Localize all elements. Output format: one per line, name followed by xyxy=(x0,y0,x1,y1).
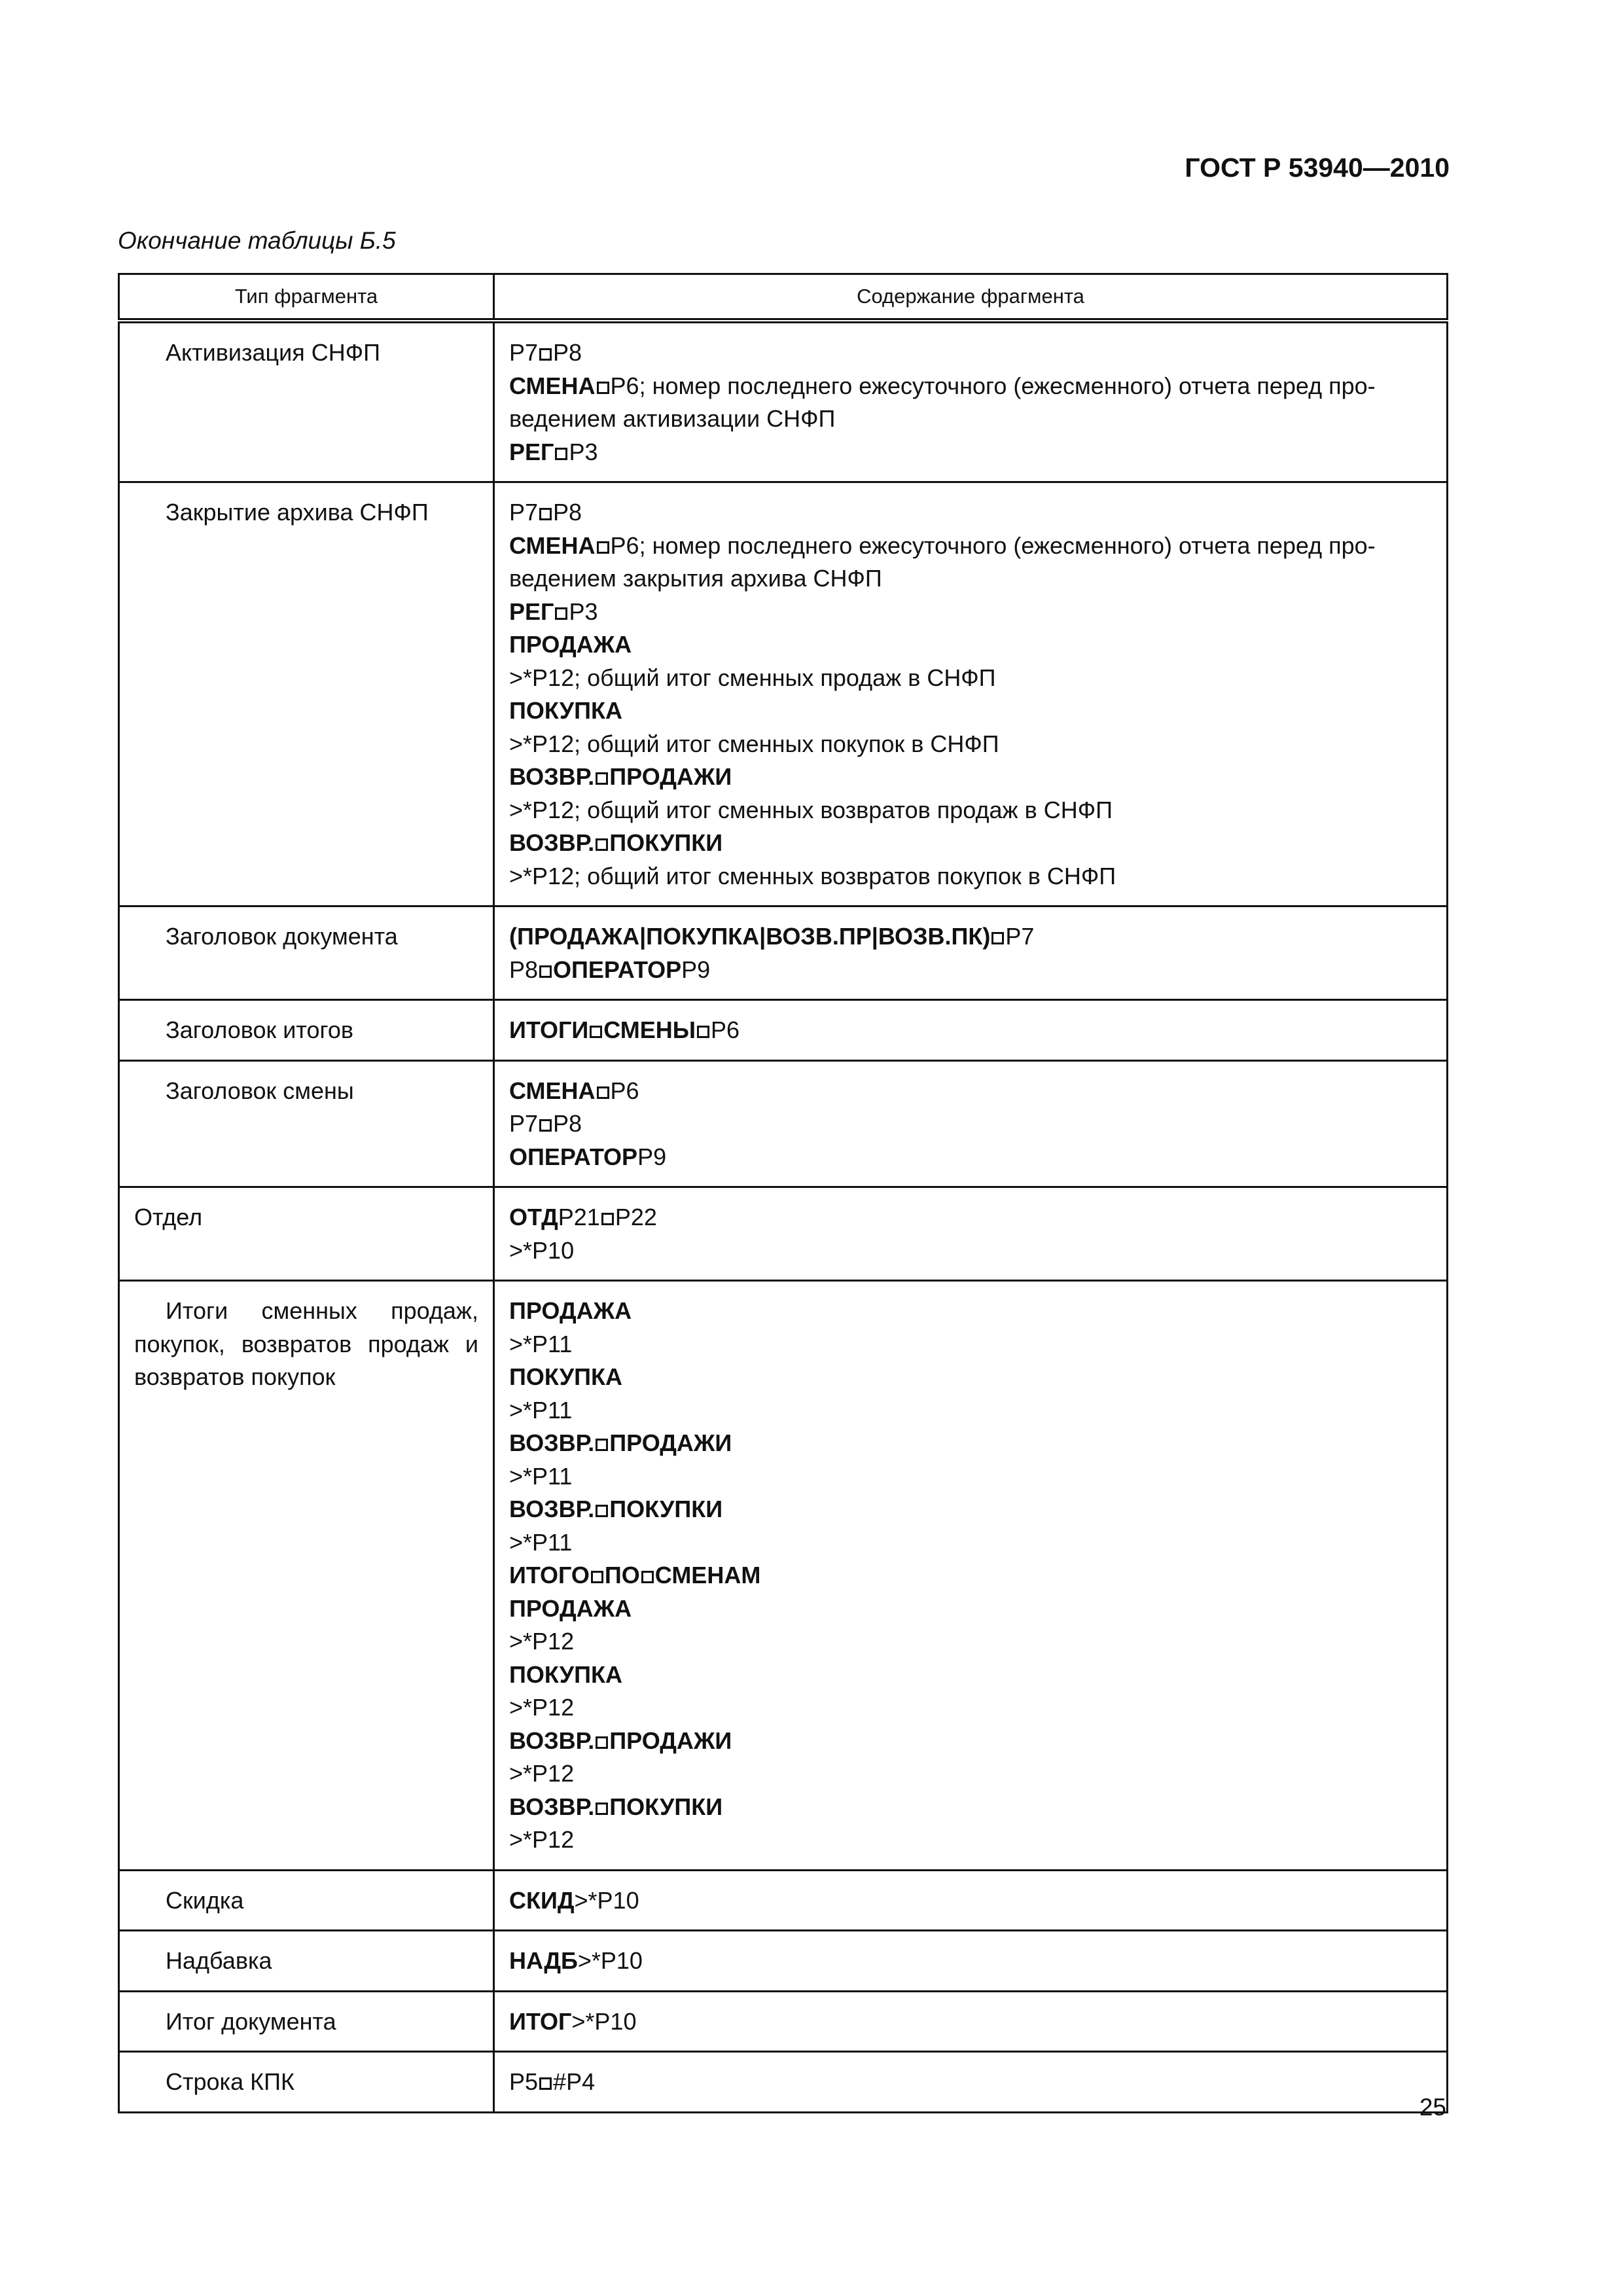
content-text: >*Р10 xyxy=(509,1236,575,1264)
content-text: >*Р11 xyxy=(509,1396,573,1424)
table-row xyxy=(119,1000,1448,1061)
content-text: Р7 xyxy=(509,339,539,366)
content-text: Р3 xyxy=(569,598,598,625)
fragment-type-label: Итоги сменных продаж, покупок, возвратов продаж и возвратов покупок xyxy=(134,1297,478,1390)
content-line xyxy=(509,628,1432,662)
fragment-type-label: Отдел xyxy=(134,1204,203,1230)
content-line xyxy=(509,596,1432,629)
keyword-text: ОПЕРАТОР xyxy=(509,1143,638,1170)
keyword-text: СКИД xyxy=(509,1886,575,1914)
keyword-text: ПОКУПКА xyxy=(509,1363,622,1390)
fragment-content-cell xyxy=(494,1870,1448,1931)
content-line xyxy=(509,1493,1432,1526)
content-text: Р6; номер последнего ежесуточного (ежесменного) отчета перед про- xyxy=(610,372,1376,399)
content-text: >*Р12 xyxy=(509,1628,575,1655)
space-symbol-icon xyxy=(596,1505,608,1517)
content-line xyxy=(509,562,1432,596)
fragment-type-label: Строка КПК xyxy=(166,2068,294,2095)
keyword-text: ОТД xyxy=(509,1204,558,1230)
fragment-content-cell xyxy=(494,1931,1448,1992)
fragment-type-label: Итог документа xyxy=(166,2007,336,2035)
column-header-fragment-type: Тип фрагмента xyxy=(119,274,494,321)
content-text: Р8 xyxy=(553,499,582,526)
content-text: Р6; номер последнего ежесуточного (ежесменного) отчета перед про- xyxy=(610,531,1376,559)
space-symbol-icon xyxy=(697,1026,709,1038)
content-text: Р6 xyxy=(610,1077,639,1104)
content-line xyxy=(509,1427,1432,1460)
page-number: 25 xyxy=(1419,2094,1446,2121)
content-text: Р7 xyxy=(1005,923,1035,950)
fragment-type-cell xyxy=(119,482,494,906)
fragment-type-cell xyxy=(119,321,494,482)
space-symbol-icon xyxy=(539,2077,552,2090)
keyword-text: ВОЗВР. xyxy=(509,1429,595,1456)
content-text: >*Р11 xyxy=(509,1528,573,1556)
fragment-type-label: Заголовок документа xyxy=(166,923,398,950)
content-line xyxy=(509,920,1432,954)
content-line xyxy=(509,1394,1432,1427)
keyword-text: ПОКУПКА xyxy=(509,697,622,724)
fragment-type-cell xyxy=(119,906,494,1000)
fragment-type-label: Заголовок смены xyxy=(166,1077,354,1104)
document-code-header: ГОСТ Р 53940—2010 xyxy=(1185,152,1450,183)
fragment-type-cell xyxy=(119,1000,494,1061)
fragment-type-cell xyxy=(119,1281,494,1871)
space-symbol-icon xyxy=(539,965,552,978)
content-line xyxy=(509,694,1432,728)
fragment-table xyxy=(118,273,1448,2113)
fragment-content-cell xyxy=(494,1060,1448,1187)
content-text: >*Р12; общий итог сменных покупок в СНФП xyxy=(509,730,999,757)
content-line xyxy=(509,728,1432,761)
table-row xyxy=(119,482,1448,906)
table-row xyxy=(119,321,1448,482)
fragment-type-cell xyxy=(119,1187,494,1281)
table-row xyxy=(119,1991,1448,2052)
keyword-text: ПО xyxy=(604,1562,640,1588)
keyword-text: ВОЗВР. xyxy=(509,1496,595,1522)
content-line xyxy=(509,1107,1432,1141)
content-line xyxy=(509,662,1432,695)
space-symbol-icon xyxy=(597,1086,609,1099)
keyword-text: ПОКУПКИ xyxy=(609,1793,723,1820)
fragment-content-cell xyxy=(494,482,1448,906)
space-symbol-icon xyxy=(596,1803,608,1815)
keyword-text: ПРОДАЖА xyxy=(509,1297,632,1324)
space-symbol-icon xyxy=(597,382,609,394)
table-row xyxy=(119,2052,1448,2113)
fragment-type-label: Заголовок итогов xyxy=(166,1016,353,1043)
content-line xyxy=(509,1757,1432,1791)
content-text: Р5 xyxy=(509,2068,539,2095)
content-text: Р6 xyxy=(711,1016,740,1043)
keyword-text: СМЕНЫ xyxy=(603,1016,696,1043)
content-line xyxy=(509,1823,1432,1857)
fragment-type-cell xyxy=(119,2052,494,2113)
content-line xyxy=(509,1460,1432,1494)
space-symbol-icon xyxy=(590,1026,602,1038)
space-symbol-icon xyxy=(596,772,608,785)
content-line xyxy=(509,1295,1432,1328)
fragment-type-cell xyxy=(119,1991,494,2052)
space-symbol-icon xyxy=(597,541,609,554)
content-text: >*Р10 xyxy=(577,1947,643,1974)
content-line xyxy=(509,1725,1432,1758)
keyword-text: ВОЗВР. xyxy=(509,829,595,856)
content-text: Р8 xyxy=(509,956,539,983)
table-caption: Окончание таблицы Б.5 xyxy=(118,227,396,254)
content-text: Р21 xyxy=(558,1204,600,1230)
keyword-text: НАДБ xyxy=(509,1947,578,1974)
space-symbol-icon xyxy=(601,1213,614,1225)
fragment-content-cell xyxy=(494,1281,1448,1871)
column-header-fragment-content: Содержание фрагмента xyxy=(494,274,1448,321)
fragment-type-cell xyxy=(119,1060,494,1187)
space-symbol-icon xyxy=(991,932,1004,944)
fragment-content-cell xyxy=(494,906,1448,1000)
content-text: Р8 xyxy=(553,1110,582,1137)
content-line xyxy=(509,1592,1432,1626)
content-line xyxy=(509,1559,1432,1592)
keyword-text: ПРОДАЖА xyxy=(509,631,632,658)
table-row xyxy=(119,1187,1448,1281)
fragment-type-cell xyxy=(119,1931,494,1992)
fragment-type-label: Надбавка xyxy=(166,1947,272,1974)
table-header-row xyxy=(119,274,1448,321)
content-line xyxy=(509,370,1432,403)
keyword-text: (ПРОДАЖА|ПОКУПКА|ВОЗВ.ПР|ВОЗВ.ПК) xyxy=(509,923,991,950)
space-symbol-icon xyxy=(596,1736,608,1749)
content-line xyxy=(509,403,1432,436)
fragment-content-cell xyxy=(494,2052,1448,2113)
table-row xyxy=(119,906,1448,1000)
content-line xyxy=(509,1141,1432,1174)
keyword-text: ИТОГ xyxy=(509,2007,572,2035)
keyword-text: ПРОДАЖА xyxy=(509,1594,632,1622)
fragment-content-cell xyxy=(494,1000,1448,1061)
content-text: >*Р12; общий итог сменных возвратов продаж в СНФП xyxy=(509,796,1113,823)
fragment-content-cell xyxy=(494,1187,1448,1281)
content-text: Р7 xyxy=(509,1110,539,1137)
content-line xyxy=(509,1791,1432,1824)
keyword-text: ПОКУПКИ xyxy=(609,1496,723,1522)
space-symbol-icon xyxy=(539,508,552,520)
content-line xyxy=(509,954,1432,987)
content-line xyxy=(509,529,1432,563)
content-text: >*Р11 xyxy=(509,1330,573,1357)
fragment-type-label: Закрытие архива СНФП xyxy=(166,499,429,526)
table-body xyxy=(119,321,1448,2112)
table-row xyxy=(119,1281,1448,1871)
keyword-text: ПОКУПКИ xyxy=(609,829,723,856)
content-text: Р3 xyxy=(569,438,598,465)
content-text: Р22 xyxy=(615,1204,657,1230)
content-line xyxy=(509,1659,1432,1692)
content-line xyxy=(509,436,1432,469)
keyword-text: ИТОГО xyxy=(509,1562,590,1588)
keyword-text: ПРОДАЖИ xyxy=(609,1429,732,1456)
content-text: >*Р12 xyxy=(509,1826,575,1853)
content-line xyxy=(509,1361,1432,1394)
keyword-text: ПРОДАЖИ xyxy=(609,763,732,790)
fragment-type-label: Скидка xyxy=(166,1886,244,1914)
content-text: Р9 xyxy=(681,956,711,983)
keyword-text: ВОЗВР. xyxy=(509,1793,595,1820)
keyword-text: РЕГ xyxy=(509,438,554,465)
content-line xyxy=(509,761,1432,794)
keyword-text: ПРОДАЖИ xyxy=(609,1727,732,1754)
keyword-text: ВОЗВР. xyxy=(509,763,595,790)
keyword-text: СМЕНА xyxy=(509,372,596,399)
space-symbol-icon xyxy=(591,1571,603,1583)
content-line xyxy=(509,1075,1432,1108)
space-symbol-icon xyxy=(596,1439,608,1451)
keyword-text: ВОЗВР. xyxy=(509,1727,595,1754)
content-line xyxy=(509,1526,1432,1560)
fragment-content-cell xyxy=(494,1991,1448,2052)
content-line xyxy=(509,794,1432,827)
keyword-text: ОПЕРАТОР xyxy=(553,956,682,983)
content-text: >*Р12 xyxy=(509,1694,575,1721)
table-row xyxy=(119,1931,1448,1992)
content-line xyxy=(509,1014,1432,1047)
content-line xyxy=(509,496,1432,529)
content-text: >*Р10 xyxy=(571,2007,637,2035)
content-line xyxy=(509,1625,1432,1659)
keyword-text: СМЕНАМ xyxy=(654,1562,761,1588)
content-text: >*Р10 xyxy=(574,1886,639,1914)
space-symbol-icon xyxy=(539,348,552,361)
keyword-text: РЕГ xyxy=(509,598,554,625)
content-line xyxy=(509,1884,1432,1918)
content-text: >*Р12 xyxy=(509,1760,575,1787)
content-text: >*Р12; общий итог сменных продаж в СНФП xyxy=(509,664,996,691)
keyword-text: СМЕНА xyxy=(509,1077,596,1104)
content-line xyxy=(509,860,1432,893)
content-text: >*Р12; общий итог сменных возвратов покупок в СНФП xyxy=(509,862,1116,889)
fragment-type-cell xyxy=(119,1870,494,1931)
content-line xyxy=(509,1691,1432,1725)
content-line xyxy=(509,1201,1432,1234)
content-text: ведением закрытия архива СНФП xyxy=(509,565,882,592)
keyword-text: СМЕНА xyxy=(509,531,596,559)
content-line xyxy=(509,1234,1432,1268)
content-text: Р9 xyxy=(637,1143,667,1170)
table-row xyxy=(119,1870,1448,1931)
content-text: Р7 xyxy=(509,499,539,526)
space-symbol-icon xyxy=(641,1571,654,1583)
content-line xyxy=(509,827,1432,860)
content-text: >*Р11 xyxy=(509,1462,573,1490)
content-text: #Р4 xyxy=(553,2068,596,2095)
content-text: Р8 xyxy=(553,339,582,366)
table-row xyxy=(119,1060,1448,1187)
fragment-content-cell xyxy=(494,321,1448,482)
keyword-text: ИТОГИ xyxy=(509,1016,589,1043)
space-symbol-icon xyxy=(555,607,567,620)
content-line xyxy=(509,336,1432,370)
content-line xyxy=(509,2066,1432,2099)
content-text: ведением активизации СНФП xyxy=(509,405,836,432)
content-line xyxy=(509,2005,1432,2039)
space-symbol-icon xyxy=(596,838,608,851)
fragment-type-label: Активизация СНФП xyxy=(166,339,380,366)
space-symbol-icon xyxy=(539,1119,552,1132)
space-symbol-icon xyxy=(555,448,567,460)
keyword-text: ПОКУПКА xyxy=(509,1660,622,1688)
content-line xyxy=(509,1945,1432,1978)
content-line xyxy=(509,1328,1432,1361)
